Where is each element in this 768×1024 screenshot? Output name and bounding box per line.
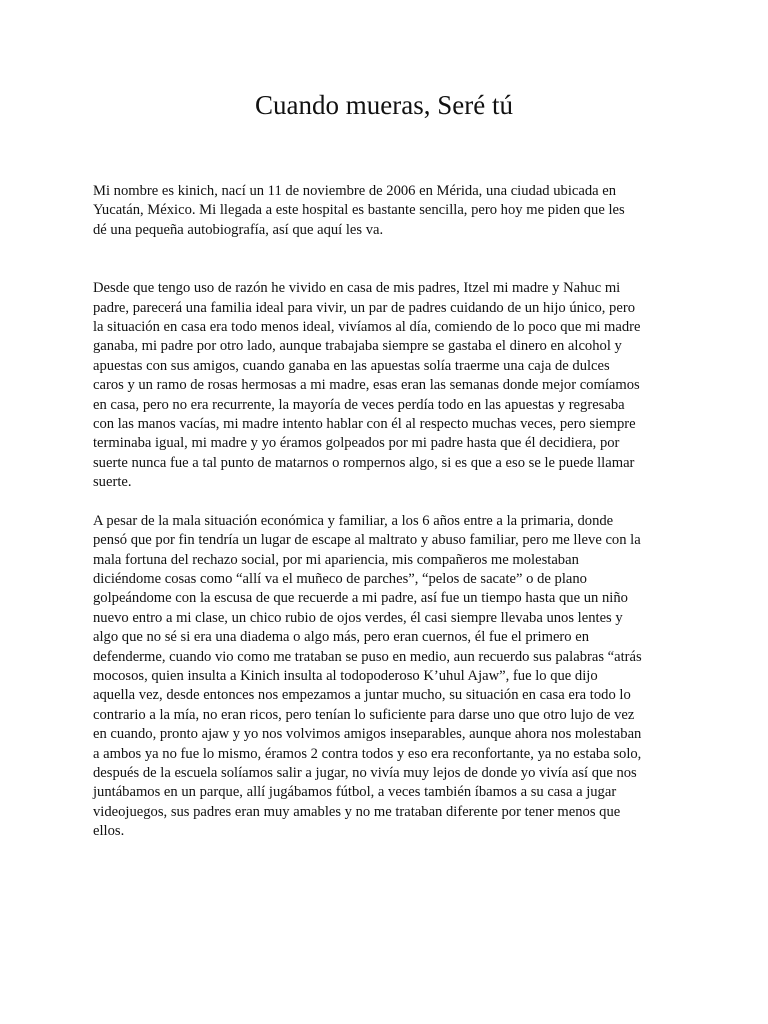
text-line: dé una pequeña autobiografía, así que aquí les va. [93, 221, 384, 238]
text-line: Mi nombre es kinich, nací un 11 de noviembre de 2006 en Mérida, una ciudad ubicada en [93, 183, 617, 199]
text-line: diciéndome cosas como “allí va el muñeco de parches”, “pelos de sacate” o de plano [93, 570, 587, 587]
text-line: algo que no sé si era una diadema o algo más, pero eran cuernos, él fue el primero en [93, 629, 589, 646]
text-line: pensó que por fin tendría un lugar de escape al maltrato y abuso familiar, pero me lleve con la [93, 532, 641, 549]
text-line: A pesar de la mala situación económica y familiar, a los 6 años entre a la primaria, donde [93, 512, 614, 529]
text-line: apuestas con sus amigos, cuando ganaba en las apuestas solía traerme una caja de dulces [93, 357, 610, 374]
text-line: en casa, pero no era recurrente, la mayoría de veces perdía todo en las apuestas y regresaba [93, 396, 625, 413]
text-line: a ambos ya no fue lo mismo, éramos 2 contra todos y eso era reconfortante, ya no estaba solo, [93, 745, 642, 762]
paragraph-spacer [93, 240, 683, 279]
text-line: Yucatán, México. Mi llegada a este hospital es bastante sencilla, pero hoy me piden que les [93, 202, 625, 219]
text-line: después de la escuela solíamos salir a jugar, no vivía muy lejos de donde yo vivía así que nos [93, 764, 637, 781]
text-line: defenderme, cuando vio como me trataban se puso en medio, aun recuerdo sus palabras “atrás [93, 648, 642, 665]
text-line: ellos. [93, 823, 125, 840]
text-line: suerte. [93, 474, 132, 491]
text-line: con las manos vacías, mi madre intento hablar con él al respecto muchas veces, pero siempre [93, 416, 636, 433]
text-line: suerte nunca fue a tal punto de matarnos o rompernos algo, si es que a eso se le puede llamar [93, 454, 635, 471]
document-title: Cuando mueras, Seré tú [255, 90, 513, 120]
text-line: padre, parecerá una familia ideal para vivir, un par de padres cuidando de un hijo único, pero [93, 299, 635, 316]
text-line: nuevo entro a mi clase, un chico rubio de ojos verdes, él casi siempre llevaba unos lentes y [93, 609, 623, 626]
text-line: Desde que tengo uso de razón he vivido en casa de mis padres, Itzel mi madre y Nahuc mi [93, 280, 621, 297]
text-line: la situación en casa era todo menos ideal, vivíamos al día, comiendo de lo poco que mi madre [93, 319, 641, 336]
text-line: mala fortuna del rechazo social, por mi apariencia, mis compañeros me molestaban [93, 551, 579, 568]
paragraph-intro [93, 182, 683, 240]
text-line: contrario a la mía, no eran ricos, pero tenían lo suficiente para darse uno que otro lujo de vez [93, 706, 635, 723]
text-line: terminaba igual, mi madre y yo éramos golpeados por mi padre hasta que él decidiera, por [93, 435, 620, 452]
text-line: videojuegos, sus padres eran muy amables y no me trataban diferente por tener menos que [93, 803, 621, 820]
text-line: caros y un ramo de rosas hermosas a mi madre, esas eran las semanas donde mejor comíamos [93, 377, 640, 394]
document-body [93, 182, 683, 842]
text-line: golpeándome con la escusa de que recuerde a mi padre, así fue un tiempo hasta que un niño [93, 590, 628, 607]
paragraph-family [93, 279, 683, 492]
text-line: aquella vez, desde entonces nos empezamos a juntar mucho, su situación en casa era todo lo [93, 687, 631, 704]
text-line: ganaba, mi padre por otro lado, aunque trabajaba siempre se gastaba el dinero en alcohol y [93, 338, 622, 355]
paragraph-spacer [93, 493, 683, 512]
text-line: en cuando, pronto ajaw y yo nos volvimos amigos inseparables, aunque ahora nos molestaban [93, 726, 642, 743]
paragraph-school [93, 512, 683, 842]
text-line: juntábamos en un parque, allí jugábamos fútbol, a veces también íbamos a su casa a jugar [93, 784, 617, 801]
text-line: mocosos, quien insulta a Kinich insulta al todopoderoso K’uhul Ajaw”, fue lo que dijo [93, 667, 598, 684]
